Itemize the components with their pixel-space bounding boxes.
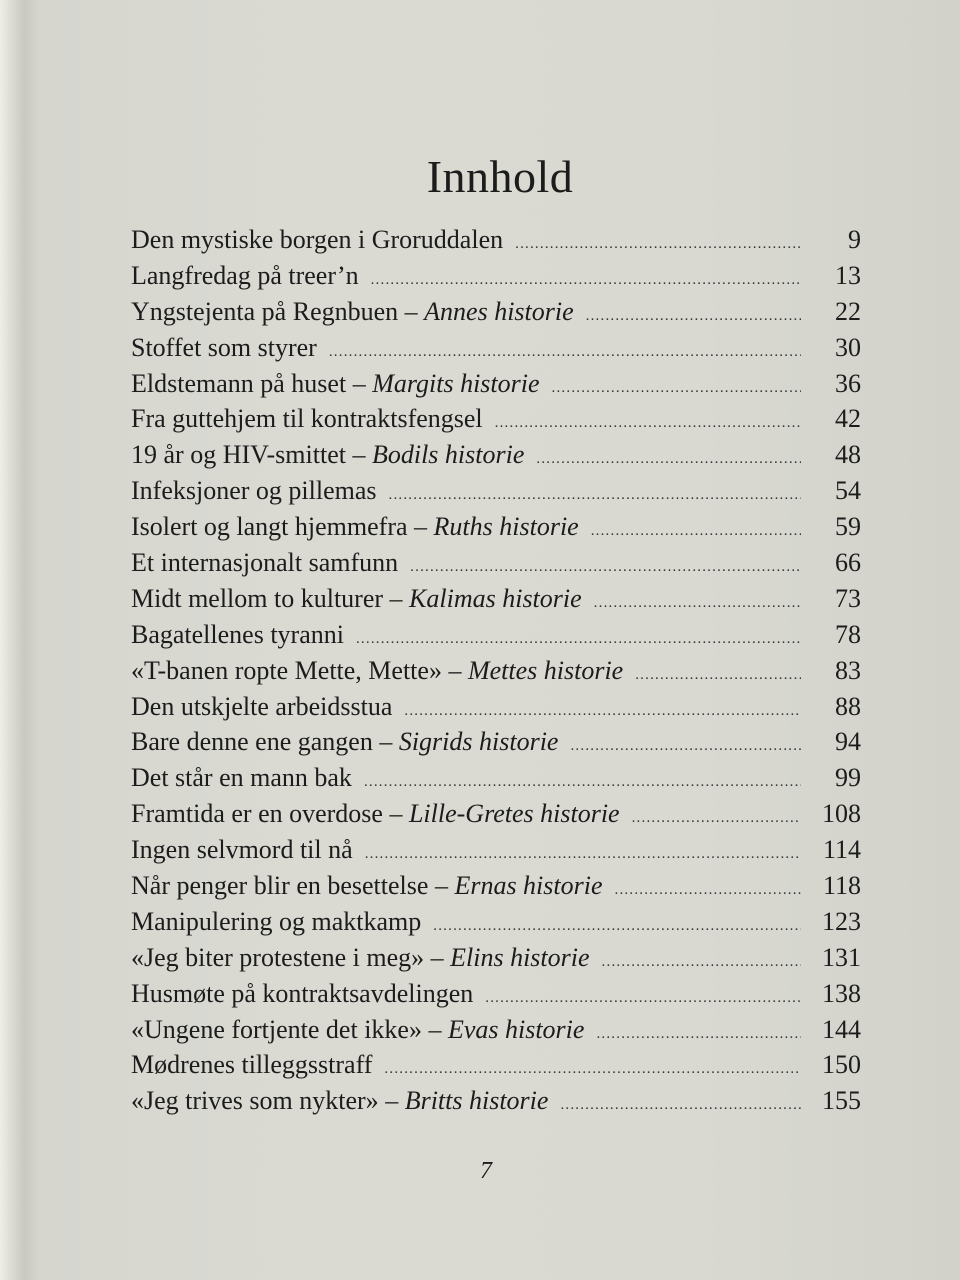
dot-leader <box>384 1051 801 1087</box>
toc-entry-page: 99 <box>835 763 861 793</box>
toc-entry-title: Et internasjonalt samfunn <box>131 548 399 578</box>
toc-entry-text <box>131 1047 372 1083</box>
toc-entry-page: 94 <box>835 727 861 757</box>
toc-entry-subtitle: Kalimas historie <box>409 583 582 613</box>
toc-entry <box>131 581 861 617</box>
toc-entry-title: Yngstejenta på Regnbuen <box>131 296 399 326</box>
toc-entry-page: 144 <box>822 1014 861 1044</box>
toc-entry-title: Den mystiske borgen i Groruddalen <box>131 225 504 254</box>
page-number: 7 <box>480 1158 492 1184</box>
toc-entry-text <box>131 653 623 689</box>
toc-entry-text <box>131 940 590 976</box>
toc-entry-text <box>131 401 483 437</box>
toc-entry-text <box>131 904 421 940</box>
toc-entry-page: 66 <box>835 548 861 578</box>
toc-entry <box>131 1083 861 1119</box>
toc-entry-title: Når penger blir en besettelse <box>131 871 429 901</box>
toc-entry-text <box>131 366 540 402</box>
toc-entry <box>131 617 861 653</box>
toc-entry-subtitle: Bodils historie <box>371 440 525 470</box>
toc-entry <box>131 940 861 976</box>
dot-leader <box>495 405 801 441</box>
toc-entry-page: 108 <box>822 799 861 829</box>
dot-leader <box>365 836 801 872</box>
toc-entry-separator: – <box>382 799 409 829</box>
dot-leader <box>596 1016 801 1052</box>
toc-entry-title: 19 år og HIV-smittet <box>131 440 346 470</box>
toc-entry-title: «Ungene fortjente det ikke» <box>131 1014 422 1044</box>
toc-entry-page: 131 <box>822 942 861 972</box>
toc-entry-page: 22 <box>835 296 861 326</box>
toc-entry-title: Infeksjoner og pillemas <box>131 476 377 506</box>
toc-entry-text <box>131 689 392 725</box>
toc-entry-text <box>131 437 524 473</box>
toc-entry-separator: – <box>441 655 468 685</box>
toc-entry-page: 42 <box>835 404 861 434</box>
toc-entry-text <box>131 330 317 366</box>
toc-entry-text <box>131 473 377 509</box>
toc-entry-separator: – <box>424 942 451 972</box>
toc-entry <box>131 832 861 868</box>
page-title: Innhold <box>426 151 574 202</box>
toc-entry <box>131 976 861 1012</box>
toc-entry-page: 78 <box>835 619 861 649</box>
toc-entry-title: Den utskjelte arbeidsstua <box>131 691 393 721</box>
dot-leader <box>632 800 801 836</box>
toc-entry-title: Det står en mann bak <box>131 763 352 793</box>
toc-entry-page: 30 <box>835 332 861 362</box>
toc-entry-page: 48 <box>835 440 861 470</box>
toc-entry-page: 13 <box>835 260 861 290</box>
toc-entry <box>131 760 861 796</box>
toc-entry-subtitle: Britts historie <box>404 1086 549 1116</box>
toc-entry-title: «T-banen ropte Mette, Mette» <box>131 655 442 685</box>
dot-leader <box>356 621 801 657</box>
toc-entry <box>131 724 861 760</box>
dot-leader <box>635 657 801 693</box>
toc-entry-text <box>131 724 558 760</box>
toc-entry-page: 73 <box>835 583 861 613</box>
toc-entry-separator: – <box>345 440 372 470</box>
toc-entry-page: 54 <box>835 476 861 506</box>
toc-entry-title: «Jeg biter protestene i meg» <box>131 942 425 972</box>
toc-entry-text <box>131 294 574 330</box>
toc-entry-title: Stoffet som styrer <box>131 332 317 362</box>
toc-entry-text <box>131 760 352 796</box>
toc-entry-page: 118 <box>822 871 861 901</box>
toc-entry-text <box>131 617 344 653</box>
dot-leader <box>371 262 801 298</box>
toc-entry-page: 88 <box>835 691 861 721</box>
toc-entry-page: 138 <box>822 978 861 1008</box>
toc-entry-text <box>131 868 603 904</box>
dot-leader <box>570 728 801 764</box>
dot-leader <box>404 693 801 729</box>
toc-entry <box>131 689 861 725</box>
toc-entry-separator: – <box>372 727 399 757</box>
toc-entry-title: Manipulering og maktkamp <box>131 906 422 936</box>
toc-entry-subtitle: Ruths historie <box>433 512 579 542</box>
toc-entry-subtitle: Evas historie <box>447 1014 585 1044</box>
toc-entry <box>131 904 861 940</box>
toc-entry-title: Isolert og langt hjemmefra <box>131 512 408 542</box>
toc-entry-subtitle: Elins historie <box>450 942 590 972</box>
toc-entry-text <box>131 832 353 868</box>
toc-entry-separator: – <box>428 871 455 901</box>
toc-entry-subtitle: Annes historie <box>424 296 574 326</box>
toc-entry <box>131 330 861 366</box>
dot-leader <box>536 441 801 477</box>
toc-entry-subtitle: Ernas historie <box>454 871 603 901</box>
dot-leader <box>602 944 801 980</box>
toc-entry-separator: – <box>346 368 373 398</box>
toc-entry-text <box>131 581 582 617</box>
dot-leader <box>591 513 801 549</box>
toc-entry-page: 9 <box>848 225 861 254</box>
toc-entry-separator: – <box>407 512 434 542</box>
dot-leader <box>586 298 801 334</box>
toc-entry-page: 155 <box>822 1086 861 1116</box>
toc-entry-text <box>131 1012 584 1048</box>
toc-entry <box>131 1012 861 1048</box>
toc-entry <box>131 1047 861 1083</box>
table-of-contents <box>131 222 861 1119</box>
toc-entry-text <box>131 976 473 1012</box>
toc-entry-title: Husmøte på kontraktsavdelingen <box>131 978 474 1008</box>
toc-entry-text <box>131 258 359 294</box>
toc-entry-title: Bare denne ene gangen <box>131 727 373 757</box>
toc-entry-title: Framtida er en overdose <box>131 799 383 829</box>
dot-leader <box>433 908 801 944</box>
toc-entry <box>131 653 861 689</box>
toc-entry <box>131 868 861 904</box>
dot-leader <box>560 1087 801 1123</box>
toc-entry-page: 83 <box>835 655 861 685</box>
toc-entry-text <box>131 545 398 581</box>
toc-entry <box>131 473 861 509</box>
toc-entry <box>131 401 861 437</box>
toc-entry-text <box>131 1083 548 1119</box>
toc-entry-separator: – <box>421 1014 448 1044</box>
toc-entry <box>131 258 861 294</box>
dot-leader <box>515 226 801 262</box>
toc-entry <box>131 366 861 402</box>
toc-entry-title: Midt mellom to kulturer <box>131 583 384 613</box>
toc-entry <box>131 294 861 330</box>
dot-leader <box>552 370 801 406</box>
toc-entry-title: Bagatellenes tyranni <box>131 619 344 649</box>
toc-entry-title: «Jeg trives som nykter» <box>131 1086 379 1116</box>
dot-leader <box>389 477 802 513</box>
toc-entry-subtitle: Mettes historie <box>467 655 624 685</box>
toc-entry <box>131 796 861 832</box>
toc-entry <box>131 222 861 258</box>
toc-entry-title: Langfredag på treer’n <box>131 260 359 290</box>
toc-entry <box>131 545 861 581</box>
toc-entry-text <box>131 796 620 832</box>
dot-leader <box>364 764 801 800</box>
toc-entry <box>131 437 861 473</box>
toc-entry <box>131 509 861 545</box>
toc-entry-separator: – <box>383 583 410 613</box>
toc-entry-page: 59 <box>835 512 861 542</box>
toc-entry-page: 36 <box>835 368 861 398</box>
toc-entry-text <box>131 222 503 258</box>
toc-entry-page: 150 <box>822 1050 861 1080</box>
toc-entry-separator: – <box>378 1086 405 1116</box>
toc-entry-title: Mødrenes tilleggsstraff <box>131 1050 373 1080</box>
toc-entry-title: Fra guttehjem til kontraktsfengsel <box>131 404 483 434</box>
toc-entry-page: 114 <box>822 835 861 865</box>
toc-entry-title: Eldstemann på huset <box>131 368 347 398</box>
toc-entry-subtitle: Margits historie <box>372 368 540 398</box>
dot-leader <box>410 549 801 585</box>
toc-entry-subtitle: Sigrids historie <box>398 727 559 757</box>
toc-entry-separator: – <box>398 296 425 326</box>
toc-entry-page: 123 <box>822 906 861 936</box>
dot-leader <box>329 334 801 370</box>
dot-leader <box>615 872 801 908</box>
toc-entry-text <box>131 509 579 545</box>
toc-entry-subtitle: Lille-Gretes historie <box>408 799 620 829</box>
dot-leader <box>485 980 801 1016</box>
toc-entry-title: Ingen selvmord til nå <box>131 835 353 865</box>
dot-leader <box>594 585 801 621</box>
